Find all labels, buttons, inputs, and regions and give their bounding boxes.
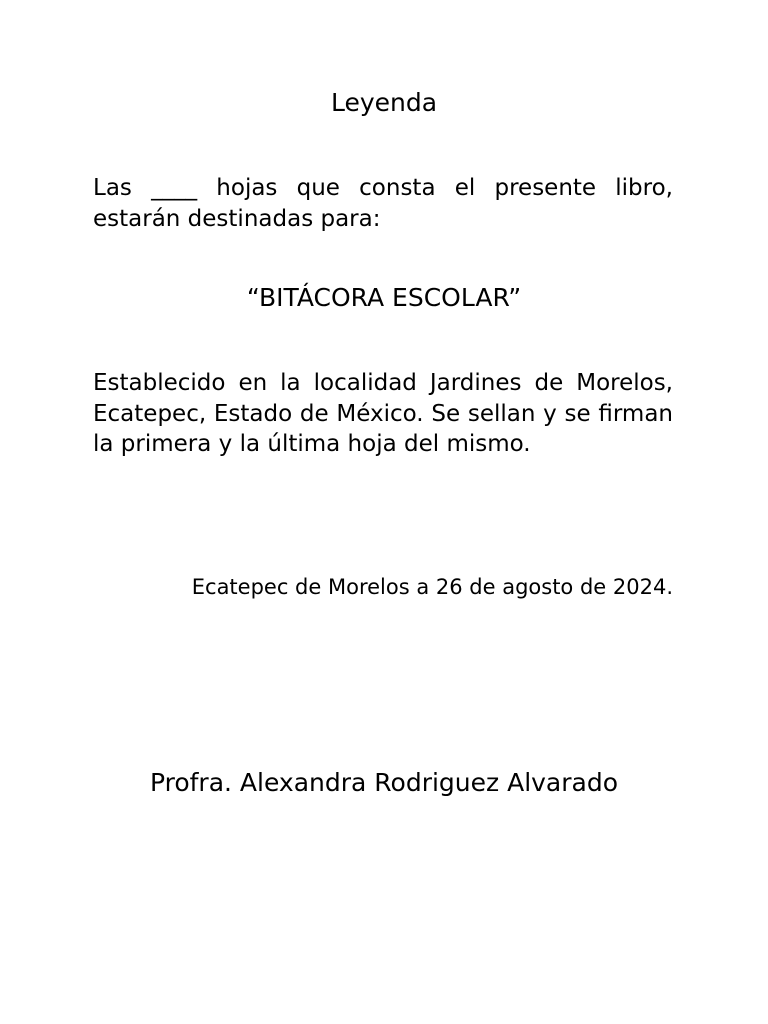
signature-name: Profra. Alexandra Rodriguez Alvarado — [149, 768, 619, 797]
document-title: Leyenda — [330, 88, 438, 117]
intro-paragraph: Las ____ hojas que consta el presente libro, estarán destinadas para: — [93, 175, 673, 232]
date-line: Ecatepec de Morelos a 26 de agosto de 2024. — [191, 575, 673, 599]
body-paragraph: Establecido en la localidad Jardines de Morelos, Ecatepec, Estado de México. Se sellan y se firman la primera y la última hoja del mismo. — [93, 370, 673, 457]
book-heading: “BITÁCORA ESCOLAR” — [246, 283, 522, 312]
